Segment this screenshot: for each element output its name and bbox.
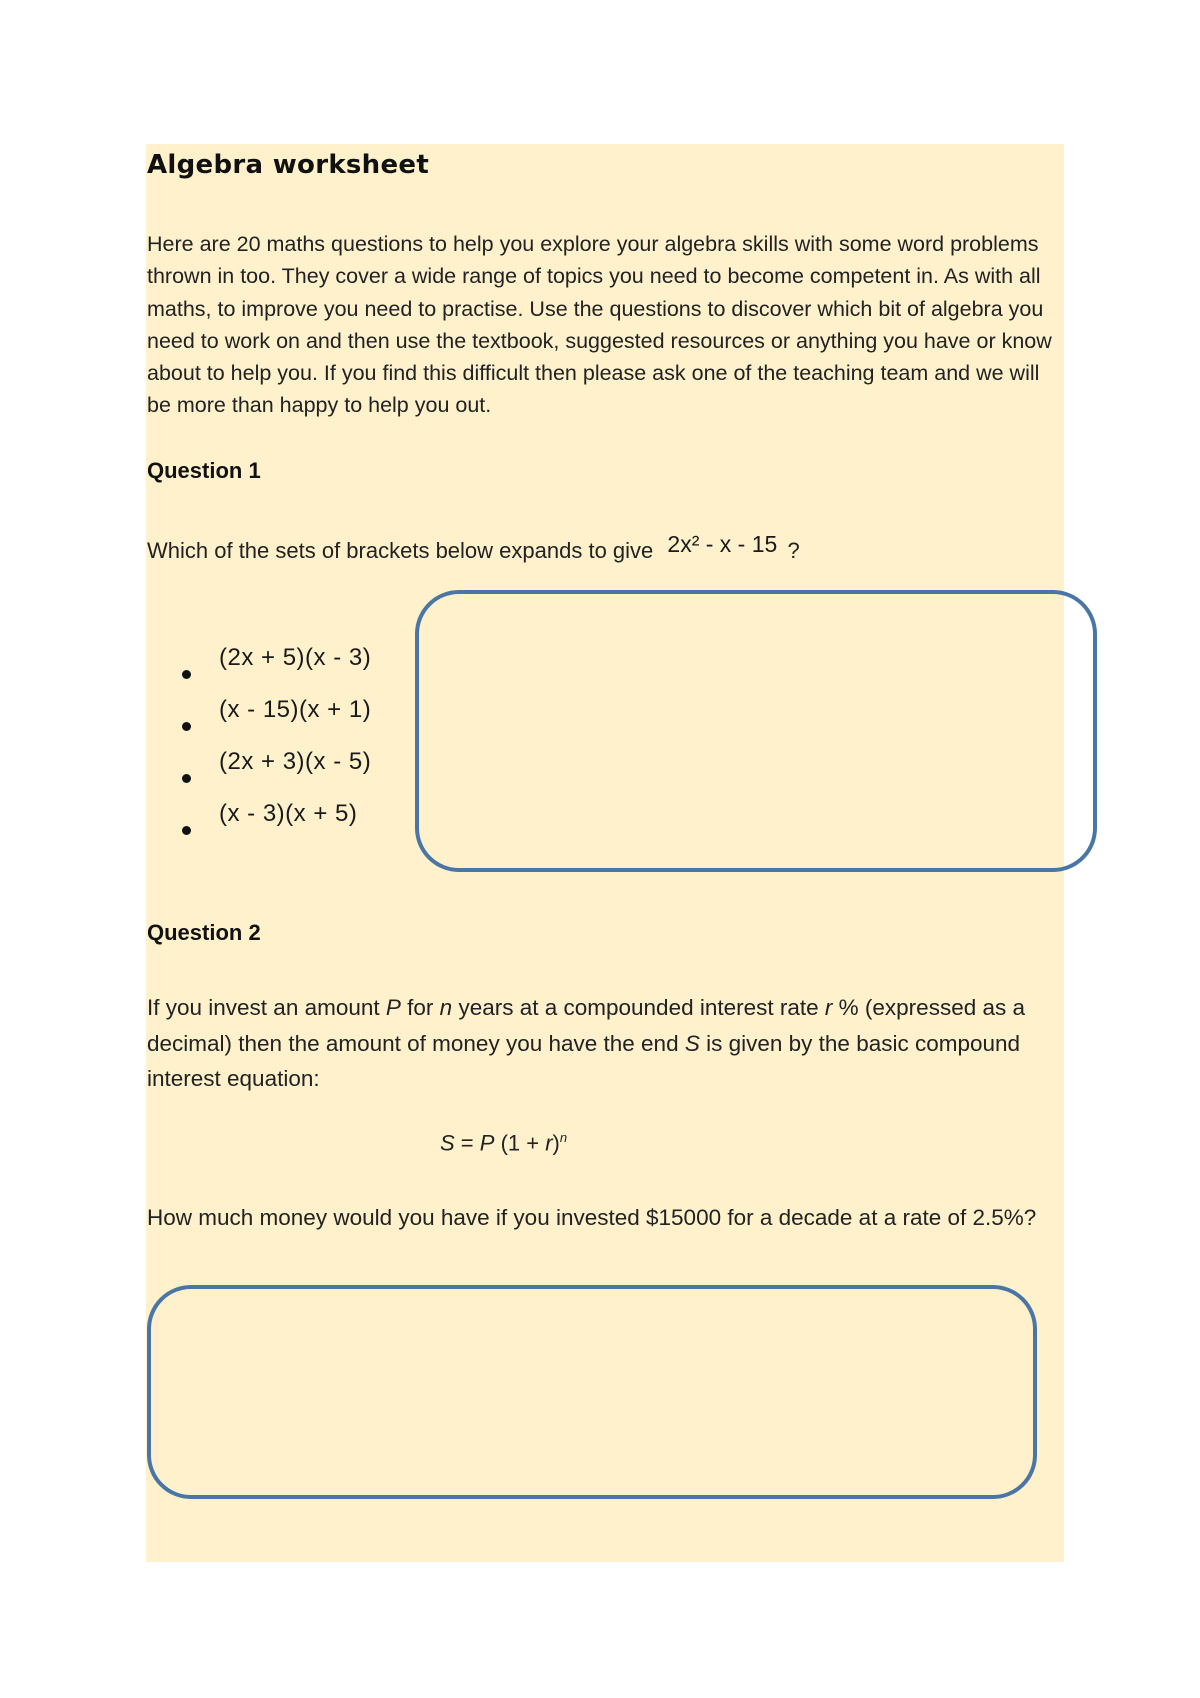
question-2-paragraph <box>147 990 1047 1097</box>
var-s: S <box>684 1030 700 1056</box>
var-r: r <box>824 995 833 1020</box>
q2-text-d: % (expressed as a decimal) then the amount of money you have the end <box>147 995 1025 1056</box>
bullet-icon <box>182 670 191 679</box>
formula-equals: = <box>454 1130 480 1156</box>
question-1-heading: Question 1 <box>147 458 261 483</box>
bullet-icon <box>182 774 191 783</box>
question-2-heading: Question 2 <box>147 920 261 945</box>
bullet-icon <box>182 826 191 835</box>
formula-p: P <box>479 1130 495 1156</box>
question-1-prompt <box>147 531 800 564</box>
option-expression: (2x + 3)(x - 5) <box>219 748 372 775</box>
question-2-ask: How much money would you have if you invested $15000 for a decade at a rate of 2.5%? <box>147 1205 1037 1230</box>
bullet-icon <box>182 722 191 731</box>
formula-r: r <box>545 1130 553 1156</box>
option-expression: (x - 3)(x + 5) <box>219 800 358 827</box>
q2-text-c: years at a compounded interest rate <box>452 995 825 1020</box>
q2-text-a: If you invest an amount <box>147 995 386 1020</box>
question-1-prompt-text: Which of the sets of brackets below expands to give <box>147 538 654 563</box>
question-1-answer-box[interactable] <box>415 590 1097 872</box>
worksheet-title: Algebra worksheet <box>147 150 430 180</box>
question-2-answer-box[interactable] <box>147 1285 1037 1499</box>
q2-text-e: is given by the basic compound interest equation: <box>147 1030 1021 1091</box>
option-expression: (2x + 5)(x - 3) <box>219 644 372 671</box>
question-1-expression: 2x² - x - 15 <box>667 531 778 557</box>
formula-close: ) <box>552 1130 560 1156</box>
var-p: P <box>385 995 401 1020</box>
q2-text-b: for <box>400 995 440 1020</box>
compound-interest-formula <box>440 1130 567 1156</box>
formula-paren: (1 + <box>494 1130 546 1156</box>
formula-s: S <box>440 1130 455 1156</box>
intro-paragraph: Here are 20 maths questions to help you explore your algebra skills with some word problems thrown in too. They cover a wide range of topics you need to become competent in. As with all maths, to improve you need to practise. Use the questions to discover which bit of algebra you need to work on and then use the textbook, suggested resources or anything you have or know about to help you. If you find this difficult then please ask one of the teaching team and we will be more than happy to help you out. <box>147 232 1052 418</box>
formula-exponent: n <box>559 1130 568 1145</box>
var-n: n <box>439 995 453 1020</box>
question-1-suffix: ? <box>787 538 800 563</box>
option-expression: (x - 15)(x + 1) <box>219 696 372 723</box>
